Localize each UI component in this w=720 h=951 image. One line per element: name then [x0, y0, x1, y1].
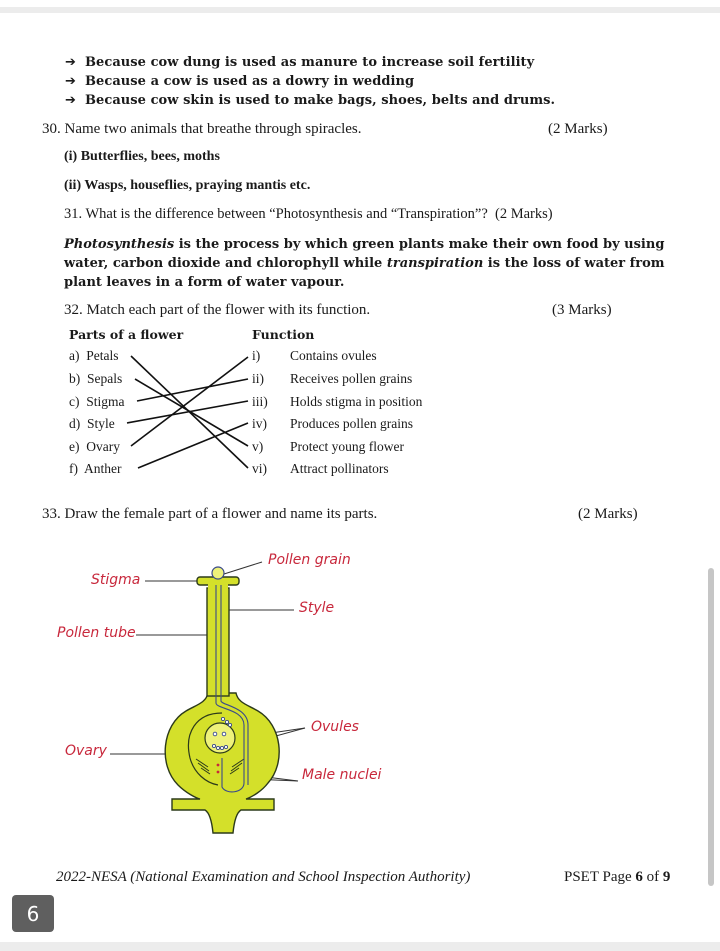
term-transpiration: transpiration [386, 256, 484, 271]
function-numeral: i) [252, 348, 261, 363]
arrow-right-icon: ➔ [65, 55, 76, 70]
question-31-marks: (2 Marks) [495, 206, 553, 222]
label-ovary: Ovary [65, 743, 107, 759]
question-32: 32. Match each part of the flower with its function. [64, 302, 371, 318]
answer-30-ii: (ii) Wasps, houseflies, praying mantis etc. [64, 178, 311, 193]
function-text: Attract pollinators [290, 461, 389, 476]
label-pollen-grain: Pollen grain [268, 552, 351, 568]
answer-31-part2: is the loss of water from plant leaves in a form of water vapour. [64, 256, 665, 290]
label-male-nuclei: Male nuclei [302, 767, 382, 783]
arrow-right-icon: ➔ [65, 93, 76, 108]
parts-header: Parts of a flower [69, 327, 184, 342]
label-ovules: Ovules [311, 719, 359, 735]
part-item: d) Style [69, 416, 115, 431]
footer-page-number: PSET Page 6 of 9 [564, 869, 671, 885]
female-flower-diagram [0, 13, 720, 942]
answer-31-part1: is the process by which green plants make their own food by using water, carbon dioxide and chlorophyll while [64, 237, 665, 271]
arrow-right-icon: ➔ [65, 74, 76, 89]
function-text: Protect young flower [290, 439, 404, 454]
bottom-divider [0, 942, 720, 951]
question-31-text: 31. What is the difference between “Photosynthesis and “Transpiration”? [64, 206, 488, 222]
bullet-text: Because cow skin is used to make bags, shoes, belts and drums. [85, 93, 556, 108]
part-item: f) Anther [69, 461, 122, 476]
label-stigma: Stigma [91, 572, 141, 588]
question-33-marks: (2 Marks) [578, 506, 638, 522]
term-photosynthesis: Photosynthesis [64, 237, 175, 252]
function-text: Produces pollen grains [290, 416, 413, 431]
bullet-text: Because a cow is used as a dowry in wedding [85, 74, 415, 89]
document-page [0, 13, 720, 942]
bullet-text: Because cow dung is used as manure to increase soil fertility [85, 55, 535, 70]
page-indicator: 6 [12, 895, 54, 932]
vertical-scrollbar[interactable] [708, 568, 714, 886]
function-numeral: v) [252, 439, 264, 454]
answer-30-i: (i) Butterflies, bees, moths [64, 149, 220, 164]
question-30: 30. Name two animals that breathe through spiracles. [42, 121, 362, 137]
function-header: Function [252, 327, 315, 342]
function-numeral: iv) [252, 416, 267, 431]
function-text: Holds stigma in position [290, 394, 423, 409]
question-30-marks: (2 Marks) [548, 121, 608, 137]
label-style: Style [299, 600, 335, 616]
function-numeral: iii) [252, 394, 268, 409]
function-numeral: vi) [252, 461, 267, 476]
question-32-marks: (3 Marks) [552, 302, 612, 318]
part-item: e) Ovary [69, 439, 120, 454]
question-33: 33. Draw the female part of a flower and name its parts. [42, 506, 378, 522]
footer-authority: 2022-NESA (National Examination and School Inspection Authority) [56, 869, 471, 885]
part-item: c) Stigma [69, 394, 125, 409]
function-numeral: ii) [252, 371, 264, 386]
function-text: Contains ovules [290, 348, 377, 363]
function-text: Receives pollen grains [290, 371, 413, 386]
part-item: a) Petals [69, 348, 119, 363]
part-item: b) Sepals [69, 371, 123, 386]
label-pollen-tube: Pollen tube [57, 625, 136, 641]
